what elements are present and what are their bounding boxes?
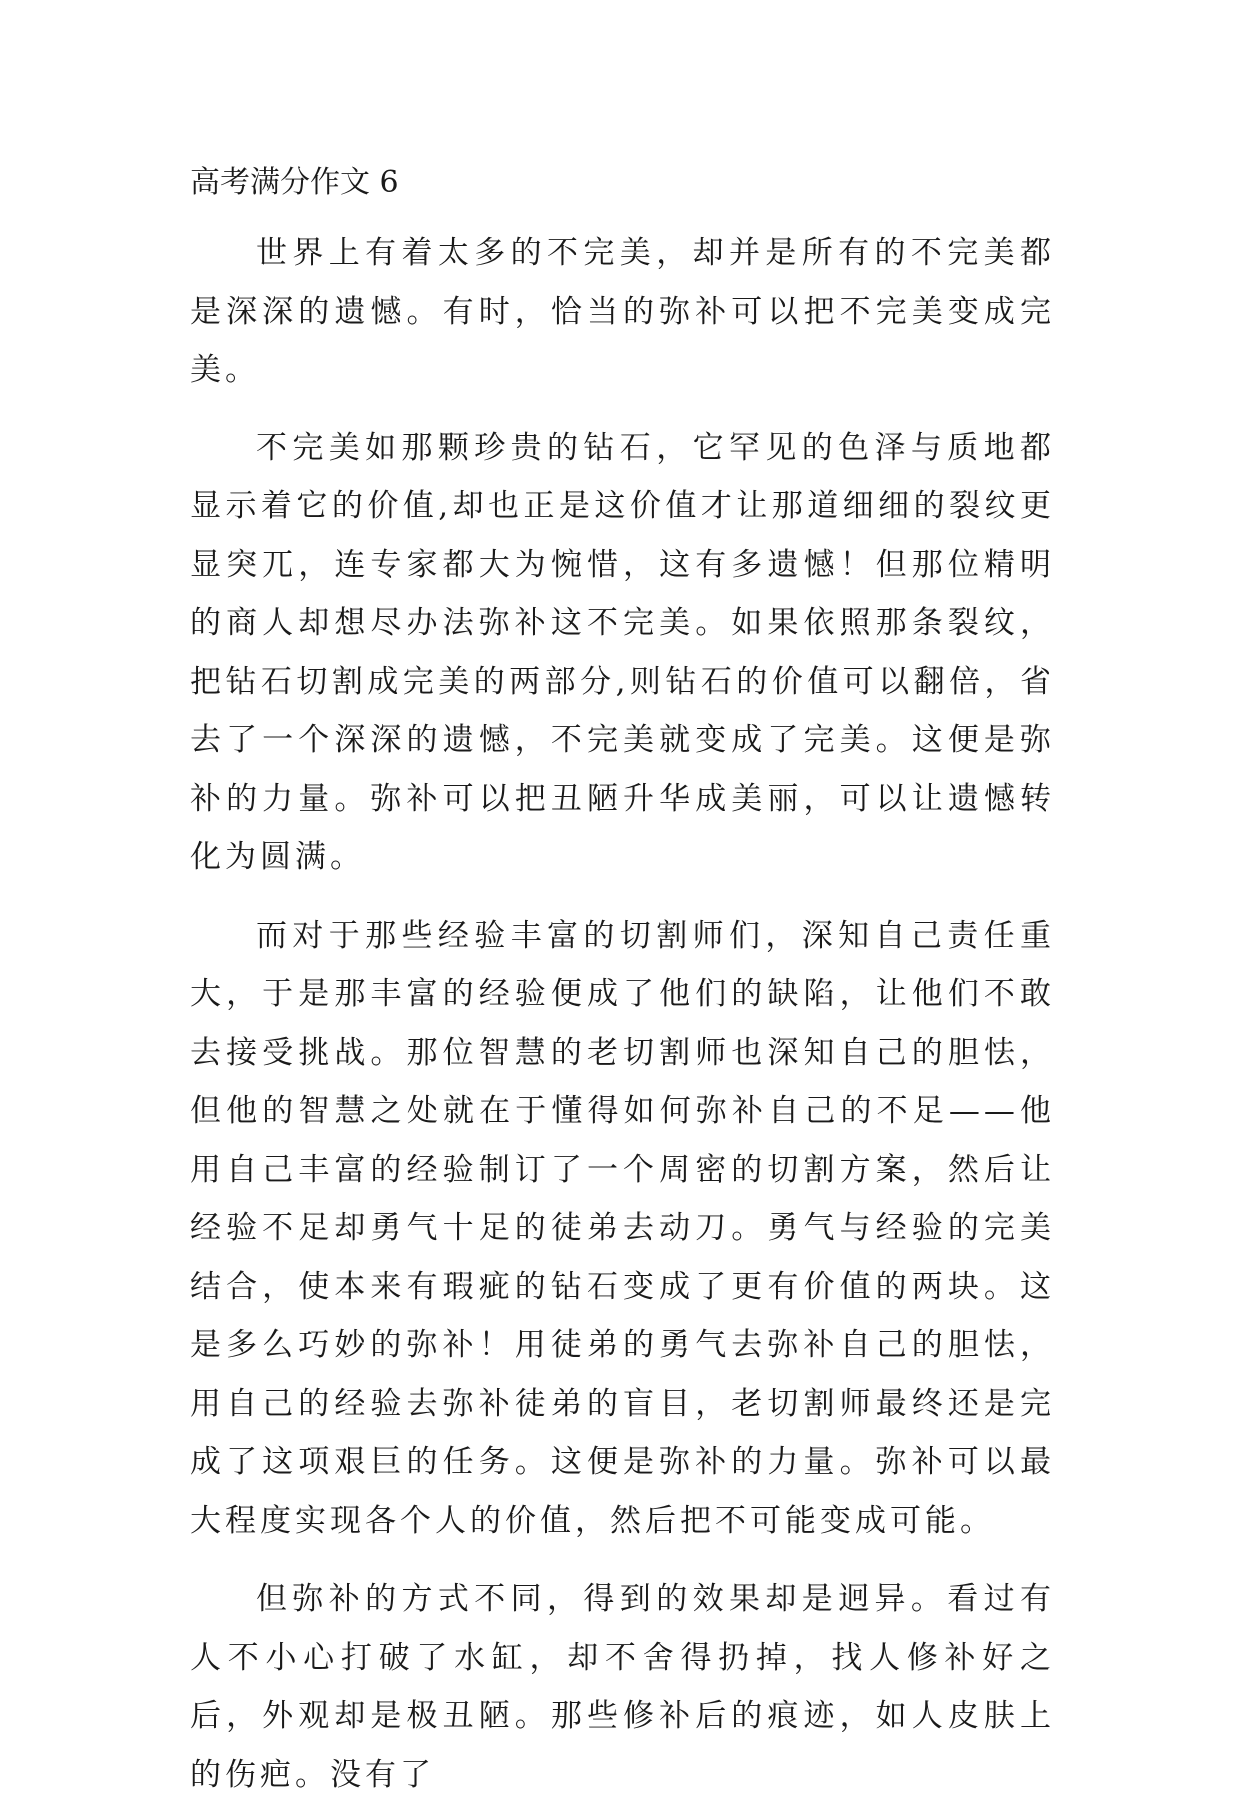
paragraph-4: 但弥补的方式不同，得到的效果却是迥异。看过有人不小心打破了水缸，却不舍得扔掉，找人修补好之后，外观却是极丑陋。那些修补后的痕迹，如人皮肤上的伤疤。没有了 <box>190 1581 1055 1793</box>
paragraph-3: 而对于那些经验丰富的切割师们，深知自己责任重大，于是那丰富的经验便成了他们的缺陷，让他们不敢去接受挑战。那位智慧的老切割师也深知自己的胆怯，但他的智慧之处就在于懂得如何弥补自己的不足——他用自己丰富的经验制订了一个周密的切割方案，然后让经验不足却勇气十足的徒弟去动刀。勇气与经验的完美结合，使本来有瑕疵的钻石变成了更有价值的两块。这是多么巧妙的弥补！用徒弟的勇气去弥补自己的胆怯，用自己的经验去弥补徒弟的盲目，老切割师最终还是完成了这项艰巨的任务。这便是弥补的力量。弥补可以最大程度实现各个人的价值，然后把不可能变成可能。 <box>190 917 1055 1539</box>
paragraph-1: 世界上有着太多的不完美，却并是所有的不完美都是深深的遗憾。有时，恰当的弥补可以把不完美变成完美。 <box>190 235 1055 388</box>
document-body <box>190 163 1055 1804</box>
document-title: 高考满分作文 6 <box>190 165 399 200</box>
paragraph-2: 不完美如那颗珍贵的钻石，它罕见的色泽与质地都显示着它的价值,却也正是这价值才让那道细细的裂纹更显突兀，连专家都大为惋惜，这有多遗憾！但那位精明的商人却想尽办法弥补这不完美。如果依照那条裂纹，把钻石切割成完美的两部分,则钻石的价值可以翻倍，省去了一个深深的遗憾，不完美就变成了完美。这便是弥补的力量。弥补可以把丑陋升华成美丽，可以让遗憾转化为圆满。 <box>190 429 1055 875</box>
